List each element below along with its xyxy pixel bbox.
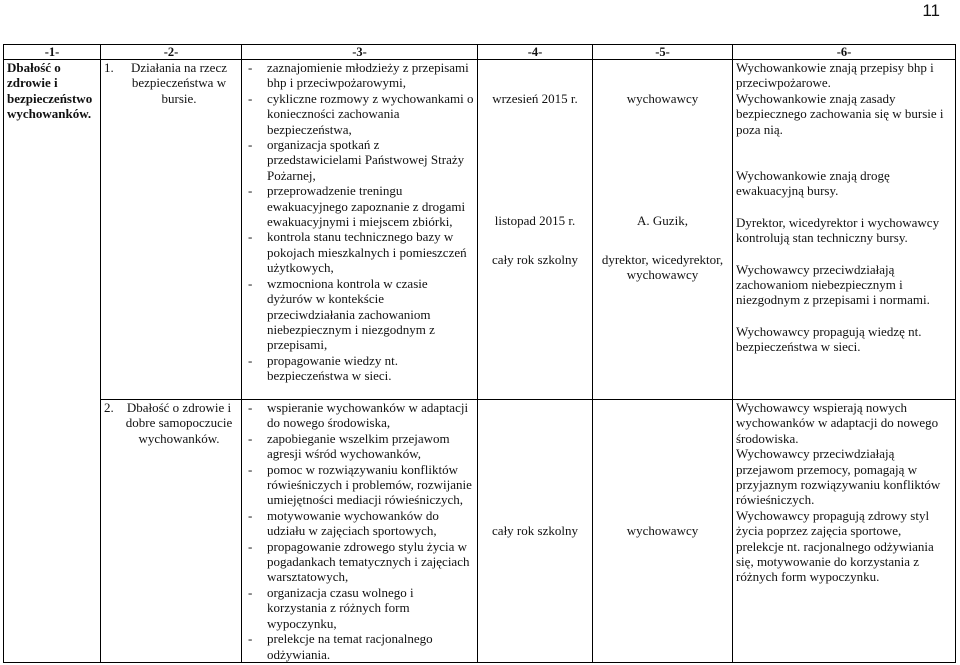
- column-header: -1-: [4, 45, 101, 60]
- result: Wychowankowie znają przepisy bhp i przeciwpożarowe.: [736, 60, 934, 91]
- results-cell: [733, 60, 956, 400]
- goal-number: 2.: [104, 400, 114, 415]
- list-item: - pomoc w rozwiązywaniu konfliktów rówieśniczych i problemów, rozwijanie umiejętności mediacji rówieśniczych,: [245, 462, 474, 508]
- list-item: - zaznajomienie młodzieży z przepisami bhp i przeciwpożarowymi,: [245, 60, 474, 91]
- result: Wychowankowie znają zasady bezpiecznego zachowania się w bursie i poza nią.: [736, 90, 944, 137]
- result: Wychowawcy wspierają nowych wychowanków w adaptacji do nowego środowiska.: [736, 400, 939, 446]
- term-cell: [478, 400, 593, 663]
- column-header: -4-: [478, 45, 593, 60]
- table-row: [4, 60, 956, 400]
- responsible: wychowawcy: [626, 523, 699, 538]
- column-header: -2-: [101, 45, 242, 60]
- result: Dyrektor, wicedyrektor i wychowawcy kontrolują stan techniczny bursy.: [736, 214, 940, 246]
- term: listopad 2015 r.: [494, 213, 576, 229]
- term-cell: [478, 60, 593, 400]
- list-item: - organizacja spotkań z przedstawicielami Państwowej Straży Pożarnej,: [245, 137, 474, 183]
- goal-cell: [101, 60, 242, 400]
- list-item: - wzmocniona kontrola w czasie dyżurów w kontekście przeciwdziałania zachowaniom niebezpiecznym i niezgodnym z przepisami,: [245, 276, 474, 353]
- list-item: - kontrola stanu technicznego bazy w pokojach mieszkalnych i pomieszczeń użytkowych,: [245, 229, 474, 275]
- list-item: - cykliczne rozmowy z wychowankami o konieczności zachowania bezpieczeństwa,: [245, 91, 474, 137]
- column-header: -6-: [733, 45, 956, 60]
- list-item: - przeprowadzenie treningu ewakuacyjnego zapoznanie z drogami ewakuacyjnymi i miejscem zbiórki,: [245, 183, 474, 229]
- responsible-cell: [593, 400, 733, 663]
- list-item: - zapobieganie wszelkim przejawom agresji wśród wychowanków,: [245, 431, 474, 462]
- goal-number: 1.: [104, 60, 114, 75]
- column-header: -3-: [242, 45, 478, 60]
- page-number: 11: [922, 1, 940, 20]
- tasks-cell: [242, 60, 478, 400]
- result: Wychowawcy przeciwdziałają przejawom przemocy, pomagają w przyjaznym rozwiązywaniu konfliktów rówieśniczych.: [736, 446, 941, 508]
- goal-text: Dbałość o zdrowie i dobre samopoczucie wychowanków.: [125, 400, 233, 446]
- list-item: - motywowanie wychowanków do udziału w zajęciach sportowych,: [245, 508, 474, 539]
- result: Wychowawcy przeciwdziałają zachowaniom niebezpiecznym i niezgodnym z przepisami i normami.: [736, 261, 930, 308]
- result: Wychowankowie znają drogę ewakuacyjną bursy.: [736, 168, 890, 199]
- goal-text: Działania na rzecz bezpieczeństwa w bursie.: [131, 60, 227, 106]
- tasks-cell: [242, 400, 478, 663]
- list-item: - propagowanie zdrowego stylu życia w pogadankach tematycznych i zajęciach warsztatowych,: [245, 539, 474, 585]
- result: Wychowawcy propagują wiedzę nt. bezpieczeństwa w sieci.: [736, 323, 922, 355]
- responsible-cell: [593, 60, 733, 400]
- area-cell: Dbałość o zdrowie i bezpieczeństwo wychowanków.: [4, 60, 101, 663]
- header-row: [4, 45, 956, 60]
- result: Wychowawcy propagują zdrowy styl życia poprzez zajęcia sportowe, prelekcje nt. racjonalnego odżywiania się, motywowanie do korzystania z różnych form wypoczynku.: [736, 507, 934, 585]
- responsible: wychowawcy: [626, 91, 699, 106]
- list-item: - organizacja czasu wolnego i korzystania z różnych form wypoczynku,: [245, 585, 474, 631]
- list-item: - prelekcje na temat racjonalnego odżywiania.: [245, 631, 474, 662]
- list-item: - propagowanie wiedzy nt. bezpieczeństwa w sieci.: [245, 353, 474, 384]
- term: cały rok szkolny: [492, 251, 578, 267]
- goal-cell: [101, 400, 242, 663]
- column-header: -5-: [593, 45, 733, 60]
- responsible: A. Guzik,: [637, 213, 688, 229]
- results-cell: [733, 400, 956, 663]
- responsible: dyrektor, wicedyrektor, wychowawcy: [601, 251, 724, 283]
- plan-table: [3, 44, 956, 663]
- term: cały rok szkolny: [492, 523, 578, 538]
- term: wrzesień 2015 r.: [492, 91, 578, 106]
- table-row: [4, 400, 956, 663]
- list-item: - wspieranie wychowanków w adaptacji do nowego środowiska,: [245, 400, 474, 431]
